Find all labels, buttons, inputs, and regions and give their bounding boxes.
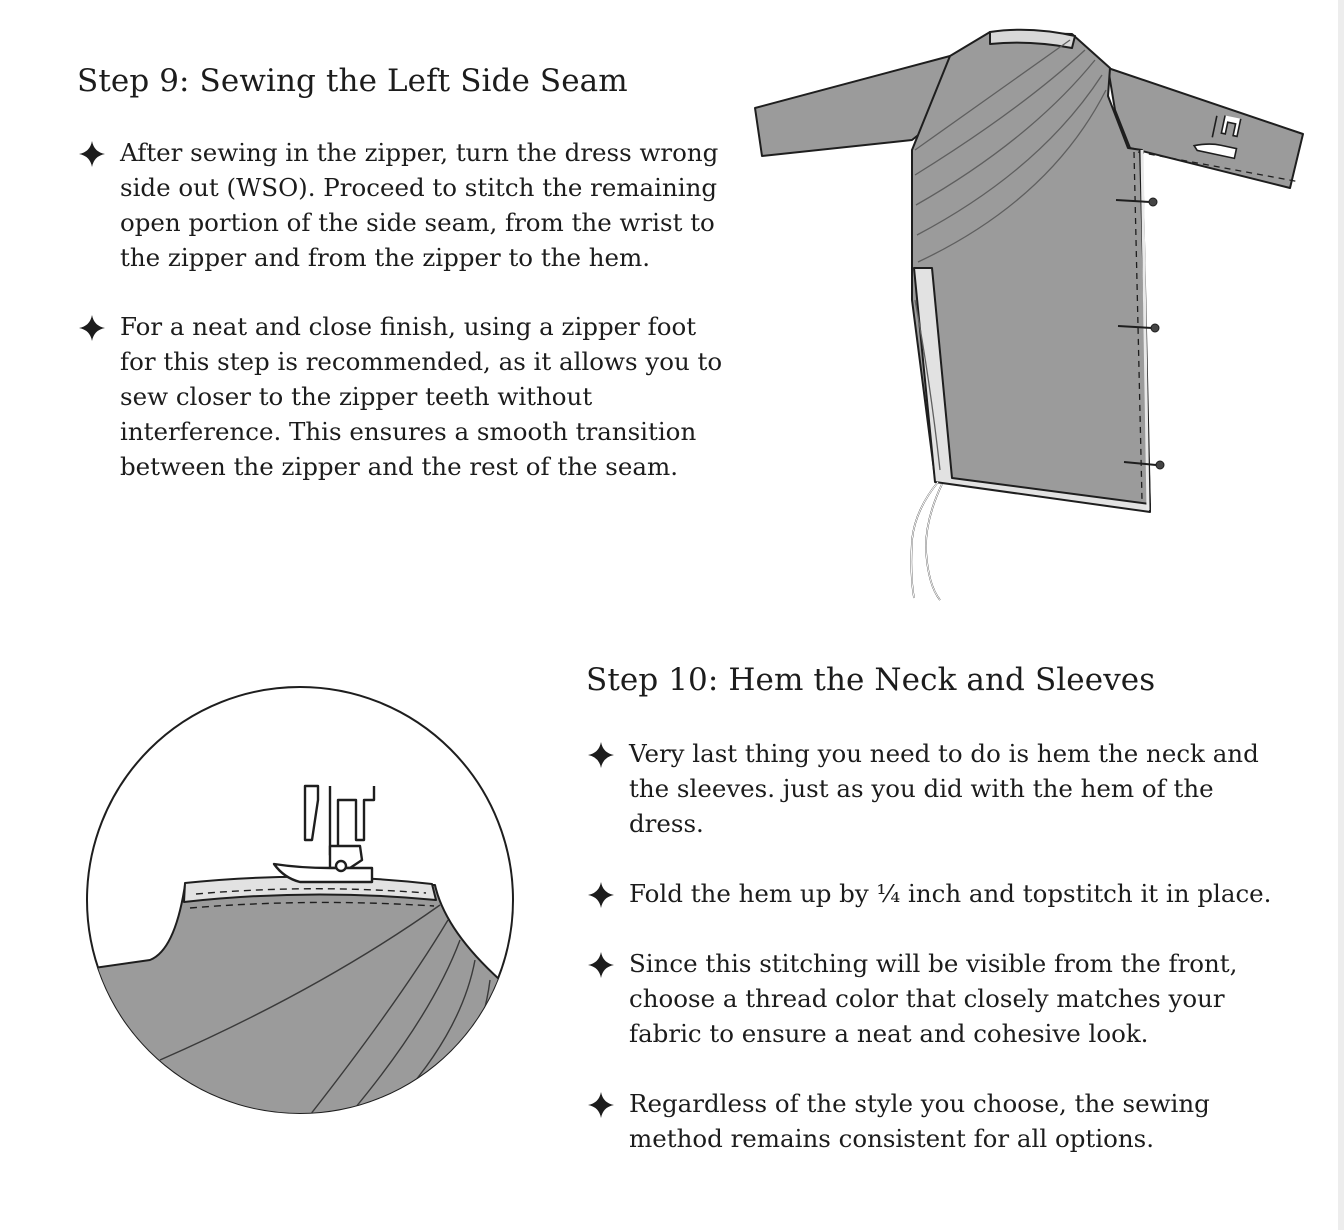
step10-bullet — [586, 946, 1286, 1051]
four-point-star-icon — [586, 1090, 616, 1120]
step9-heading: Step 9: Sewing the Left Side Seam — [77, 63, 628, 99]
four-point-star-icon — [586, 880, 616, 910]
step10-section — [586, 662, 1286, 1191]
four-point-star-icon — [77, 313, 107, 343]
neck-hem-detail-illustration — [80, 680, 525, 1125]
step10-bullet — [586, 1086, 1286, 1156]
four-point-star-icon — [586, 950, 616, 980]
step10-bullet-list — [586, 736, 1286, 1156]
step9-bullet-text: For a neat and close finish, using a zipper foot for this step is recommended, as it allows you to sew closer to the zipper teeth without interference. This ensures a smooth transition between the zipper and the rest of the seam. — [120, 312, 723, 481]
step10-bullet-text: Fold the hem up by ¼ inch and topstitch it in place. — [629, 879, 1272, 908]
dress-illustration — [745, 22, 1315, 612]
step9-bullet — [77, 309, 727, 484]
step10-bullet-text: Very last thing you need to do is hem the neck and the sleeves. just as you did with the hem of the dress. — [629, 739, 1259, 838]
step10-bullet — [586, 736, 1286, 841]
page-edge — [1338, 0, 1344, 1230]
step10-bullet-text: Since this stitching will be visible from the front, choose a thread color that closely matches your fabric to ensure a neat and cohesive look. — [629, 949, 1238, 1048]
step9-bullet-list — [77, 135, 727, 484]
four-point-star-icon — [586, 740, 616, 770]
step9-bullet-text: After sewing in the zipper, turn the dress wrong side out (WSO). Proceed to stitch the remaining open portion of the side seam, from the wrist to the zipper and from the zipper to the hem. — [120, 138, 719, 272]
step9-bullet — [77, 135, 727, 275]
step10-heading: Step 10: Hem the Neck and Sleeves — [586, 662, 1156, 698]
step9-section — [77, 63, 727, 518]
step10-bullet — [586, 876, 1286, 911]
step10-bullet-text: Regardless of the style you choose, the sewing method remains consistent for all options. — [629, 1089, 1210, 1153]
four-point-star-icon — [77, 139, 107, 169]
